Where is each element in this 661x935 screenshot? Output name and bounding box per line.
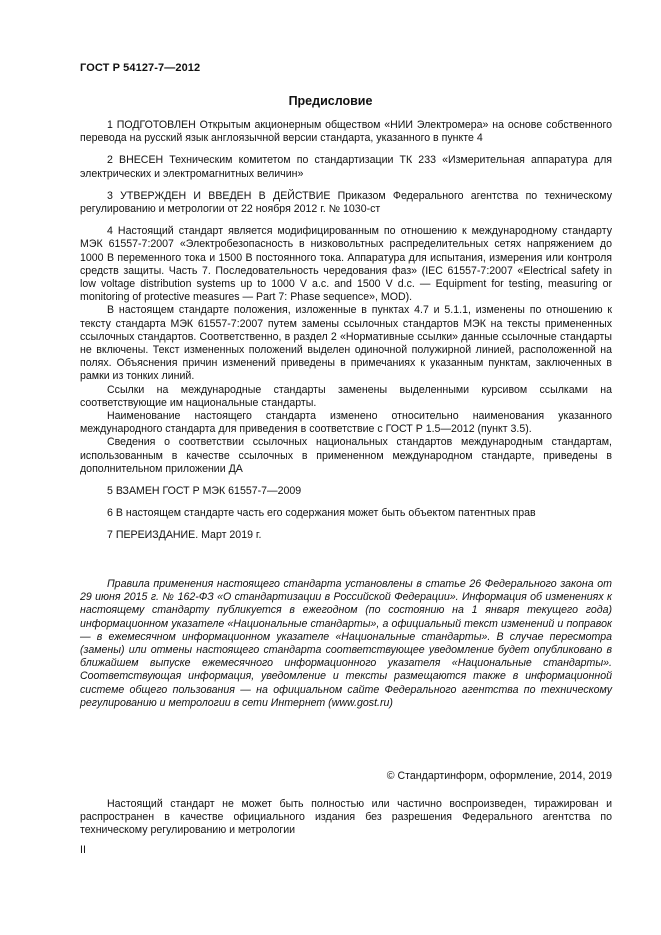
paragraph-4-references: Ссылки на международные стандарты заменены выделенными курсивом ссылками на соответствующие им национальные стандарты. bbox=[80, 383, 612, 409]
paragraph-6: 6 В настоящем стандарте часть его содержания может быть объектом патентных прав bbox=[107, 507, 536, 520]
paragraph-7: 7 ПЕРЕИЗДАНИЕ. Март 2019 г. bbox=[107, 529, 262, 542]
copyright-line: © Стандартинформ, оформление, 2014, 2019 bbox=[386, 770, 612, 782]
reproduction-text: Настоящий стандарт не может быть полностью или частично воспроизведен, тиражирован и распространен в качестве официального издания без разрешения Федерального агентства по техническому регулированию и метрологии bbox=[80, 798, 612, 837]
paragraph-2: 2 ВНЕСЕН Техническим комитетом по стандартизации ТК 233 «Измерительная аппаратура для электрических и электромагнитных величин» bbox=[80, 154, 612, 180]
document-code-header: ГОСТ Р 54127-7—2012 bbox=[80, 62, 201, 74]
application-rules-notice bbox=[80, 578, 612, 710]
paragraph-4: 4 Настоящий стандарт является модифицированным по отношению к международному стандарту МЭК 61557-7:2007 «Электробезопасность в низковольтных распределительных сетях напряжением до 1000 В переменного тока и 1500 В постоянного тока. Аппаратура для испытания, измерения или контроля средств защиты. Часть 7. Последовательность чередования фаз» (IEC 61557-7:2007 «Electrical safety in low voltage distribution systems up to 1000 V a.c. and 1500 V d.c. — Equipment for testing, measuring or monitoring of protective measures — Part 7: Phase sequence», MOD). bbox=[80, 225, 612, 304]
page-number: II bbox=[80, 844, 86, 856]
page-title: Предисловие bbox=[288, 94, 373, 108]
notice-text: Правила применения настоящего стандарта установлены в статье 26 Федерального закона от 29 июня 2015 г. № 162-ФЗ «О стандартизации в Российской Федерации». Информация об изменениях к настоящему стандарту публикуется в ежегодном (по состоянию на 1 января текущего года) информационном указателе «Национальные стандарты», а официальный текст изменений и поправок — в ежемесячном информационном указателе «Национальные стандарты». В случае пересмотра (замены) или отмены настоящего стандарта соответствующее уведомление будет опубликовано в ближайшем выпуске ежемесячного информационного указателя «Национальные стандарты». Соответствующая информация, уведомление и тексты размещаются также в информационной системе общего пользования — на официальном сайте Федерального агентства по техническому регулированию и метрологии в сети Интернет (www.gost.ru) bbox=[80, 578, 612, 709]
paragraph-1: 1 ПОДГОТОВЛЕН Открытым акционерным обществом «НИИ Электромера» на основе собственного перевода на русский язык англоязычной версии стандарта, указанного в пункте 4 bbox=[80, 119, 612, 145]
paragraph-4-title-change: Наименование настоящего стандарта изменено относительно наименования указанного международного стандарта для приведения в соответствие с ГОСТ Р 1.5—2012 (пункт 3.5). bbox=[80, 410, 612, 436]
paragraph-4-modifications: В настоящем стандарте положения, изложенные в пунктах 4.7 и 5.1.1, изменены по отношению к тексту стандарта МЭК 61557-7:2007 путем замены ссылочных стандартов МЭК на тексты примененных ссылочных стандартов. Соответственно, в раздел 2 «Нормативные ссылки» данные ссылочные стандарты не включены. Текст измененных положений выделен одиночной полужирной линией, расположенной на полях. Объяснения причин изменений приведены в примечаниях к указанным пунктам, заключенных в рамки из тонких линий. bbox=[80, 304, 612, 383]
foreword-body bbox=[80, 119, 612, 543]
paragraph-4-correspondence: Сведения о соответствии ссылочных национальных стандартов международным стандартам, использованным в качестве ссылочных в примененном международном стандарте, приведены в дополнительном приложении ДА bbox=[80, 436, 612, 475]
paragraph-3: 3 УТВЕРЖДЕН И ВВЕДЕН В ДЕЙСТВИЕ Приказом Федерального агентства по техническому регулированию и метрологии от 22 ноября 2012 г. № 1030-ст bbox=[80, 189, 612, 216]
reproduction-notice bbox=[80, 798, 612, 838]
paragraph-5: 5 ВЗАМЕН ГОСТ Р МЭК 61557-7—2009 bbox=[107, 485, 302, 498]
